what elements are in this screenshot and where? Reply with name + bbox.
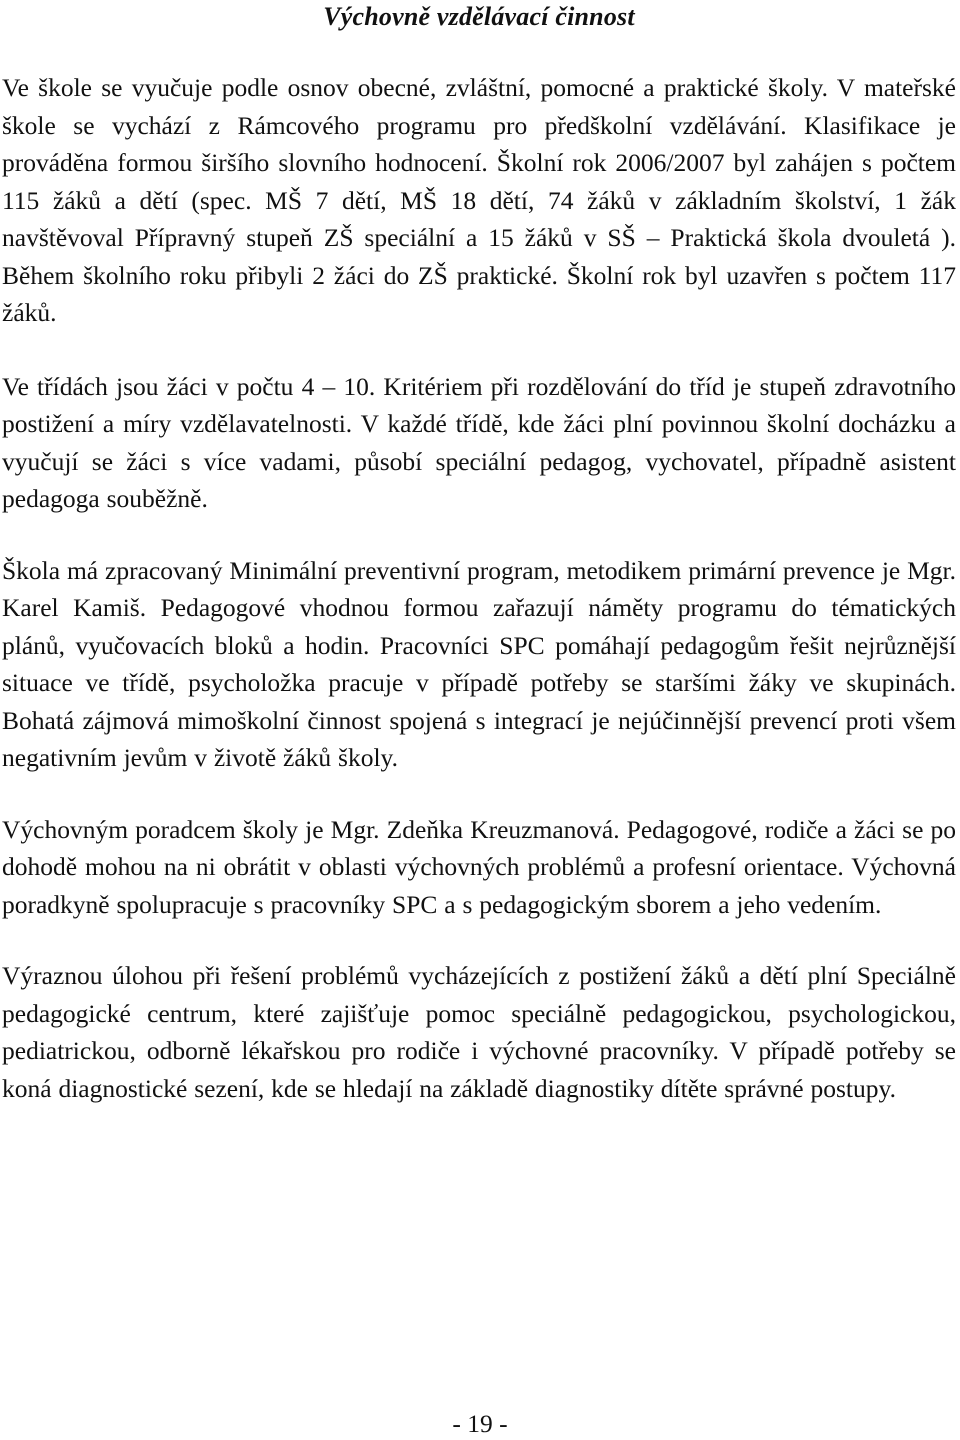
page-number: - 19 - <box>452 1409 508 1438</box>
paragraph-educational-counselor: Výchovným poradcem školy je Mgr. Zdeňka Kreuzmanová. Pedagogové, rodiče a žáci se po dohodě mohou na ni obrátit v oblasti výchovných problémů a profesní orientace. Výchovná poradkyně spolupracuje s pracovníky SPC a s pedagogickým sborem a jeho vedením. <box>2 814 956 919</box>
paragraph-classes: Ve třídách jsou žáci v počtu 4 – 10. Kritériem při rozdělování do tříd je stupeň zdravotního postižení a míry vzdělavatelnosti. V každé třídě, kde žáci plní povinnou školní docházku a vyučují se žáci s více vadami, působí speciální pedagog, vychovatel, případně asistent pedagoga souběžně. <box>2 371 956 513</box>
section-heading: Výchovně vzdělávací činnost <box>323 2 635 31</box>
paragraph-special-pedagogical-centre: Výraznou úlohou při řešení problémů vycházejících z postižení žáků a dětí plní Speciálně pedagogické centrum, které zajišťuje pomoc speciálně pedagogickou, psychologickou, pediatrickou, odborně lékařskou pro rodiče i výchovné pracovníky. V případě potřeby se koná diagnostické sezení, kde se hledají na základě diagnostiky dítěte správné postupy. <box>2 961 956 1103</box>
paragraph-prevention-program: Škola má zpracovaný Minimální preventivní program, metodikem primární prevence je Mgr. Karel Kamiš. Pedagogové vhodnou formou zařazují náměty programu do tématických plánů, vyučovacích bloků a hodin. Pracovníci SPC pomáhají pedagogům řešit nejrůznější situace ve třídě, psycholožka pracuje v případě potřeby se staršími žáky ve skupinách. Bohatá zájmová mimoškolní činnost spojená s integrací je nejúčinnější prevencí proti všem negativním jevům v životě žáků školy. <box>2 555 956 772</box>
paragraph-curriculum: Ve škole se vyučuje podle osnov obecné, zvláštní, pomocné a praktické školy. V mateřské škole se vychází z Rámcového programu pro předškolní vzdělávání. Klasifikace je prováděna formou širšího slovního hodnocení. Školní rok 2006/2007 byl zahájen s počtem 115 žáků a dětí (spec. MŠ 7 dětí, MŠ 18 dětí, 74 žáků v základním školství, 1 žák navštěvoval Přípravný stupeň ZŠ speciální a 15 žáků v SŠ – Praktická škola dvouletá ). Během školního roku přibyli 2 žáci do ZŠ praktické. Školní rok byl uzavřen s počtem 117 žáků. <box>2 73 956 327</box>
